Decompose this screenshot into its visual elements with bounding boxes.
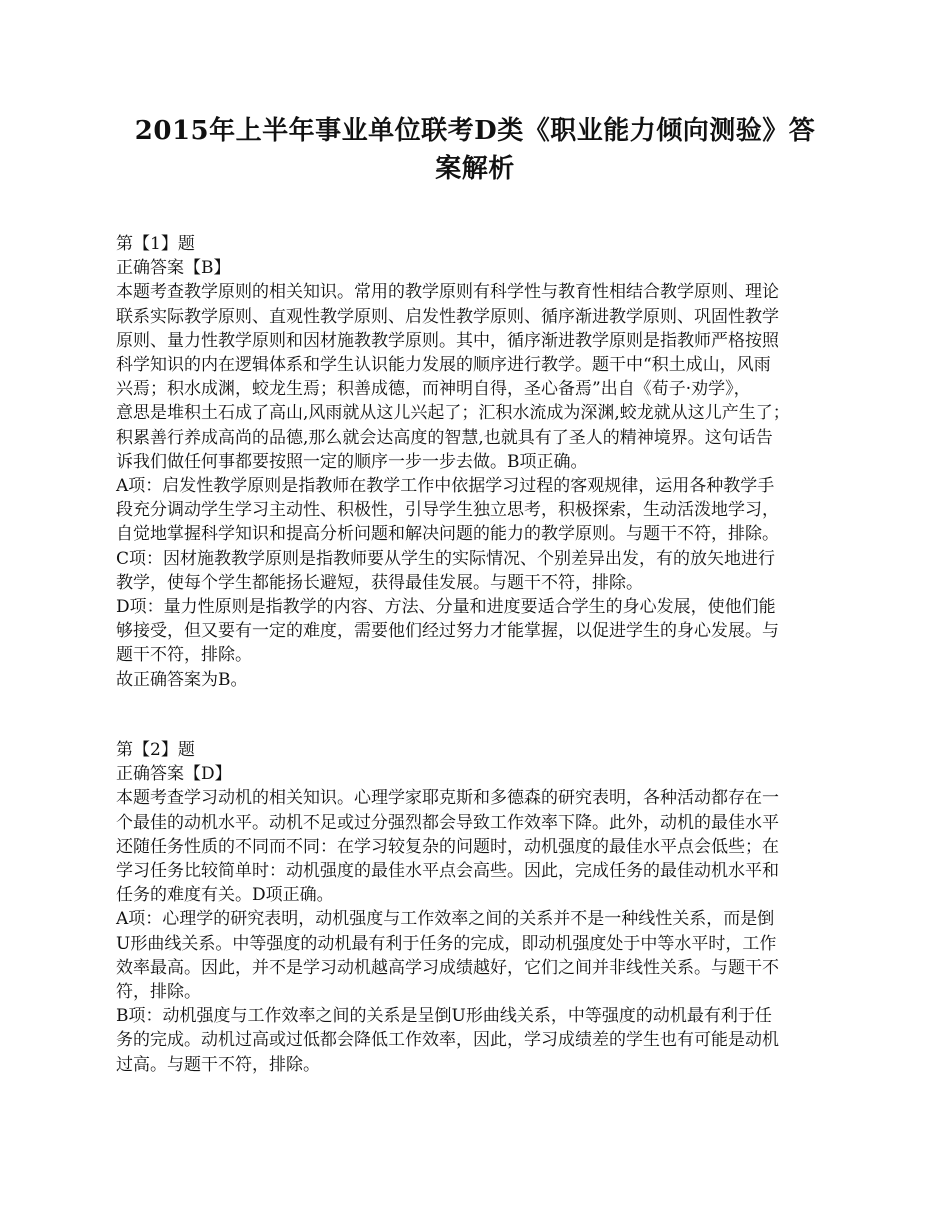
option-b-analysis: 务的完成。动机过高或过低都会降低工作效率，因此，学习成绩差的学生也有可能是动机 [116,1030,779,1051]
explanation-line: 还随任务性质的不同而不同：在学习较复杂的问题时，动机强度的最佳水平点会低些；在 [116,836,779,857]
option-d-analysis: D项：量力性原则是指教学的内容、方法、分量和进度要适合学生的身心发展，使他们能 [116,597,776,618]
option-a-analysis: A项：启发性教学原则是指教师在教学工作中依据学习过程的客观规律，运用各种教学手 [116,476,775,497]
document-title [90,112,860,188]
option-a-analysis: 符，排除。 [116,982,201,1003]
option-c-analysis: C项：因材施教教学原则是指教师要从学生的实际情况、个别差异出发，有的放矢地进行 [116,548,776,569]
title-line: 案解析 [435,154,515,184]
explanation-line: 本题考查学习动机的相关知识。心理学家耶克斯和多德森的研究表明，各种活动都存在一 [116,788,779,809]
option-a-analysis: 自觉地掌握科学知识和提高分析问题和解决问题的能力的教学原则。与题干不符，排除。 [116,524,779,545]
explanation-line: 任务的难度有关。D项正确。 [116,885,334,906]
option-b-analysis: B项：动机强度与工作效率之间的关系是呈倒U形曲线关系，中等强度的动机最有利于任 [116,1006,772,1027]
correct-answer: 正确答案【D】 [116,764,232,785]
explanation-line: 本题考查教学原则的相关知识。常用的教学原则有科学性与教育性相结合教学原则、理论 [116,282,779,303]
option-d-analysis: 够接受，但又要有一定的难度，需要他们经过努力才能掌握，以促进学生的身心发展。与 [116,621,779,642]
title-line: 2015年上半年事业单位联考D类《职业能力倾向测验》答 [134,116,816,146]
explanation-line: 联系实际教学原则、直观性教学原则、启发性教学原则、循序渐进教学原则、巩固性教学 [116,306,779,327]
option-a-analysis: 效率最高。因此，并不是学习动机越高学习成绩越好，它们之间并非线性关系。与题干不 [116,957,779,978]
option-d-analysis: 题干不符，排除。 [116,645,252,666]
explanation-line: 诉我们做任何事都要按照一定的顺序一步一步去做。B项正确。 [116,451,588,472]
explanation-line: 积累善行养成高尚的品德,那么就会达高度的智慧,也就具有了圣人的精神境界。这句话告 [116,427,773,448]
option-a-analysis: 段充分调动学生学习主动性、积极性，引导学生独立思考，积极探索，生动活泼地学习， [116,500,779,521]
final-answer: 故正确答案为B。 [116,669,248,690]
correct-answer: 正确答案【B】 [116,258,231,279]
explanation-line: 个最佳的动机水平。动机不足或过分强烈都会导致工作效率下降。此外，动机的最佳水平 [116,812,779,833]
option-b-analysis: 过高。与题干不符，排除。 [116,1054,320,1075]
question-2-block [116,738,846,1077]
explanation-line: 科学知识的内在逻辑体系和学生认识能力发展的顺序进行教学。题干中“积土成山，风雨 [116,355,771,376]
explanation-line: 学习任务比较简单时：动机强度的最佳水平点会高些。因此，完成任务的最佳动机水平和 [116,861,779,882]
explanation-line: 意思是堆积土石成了高山,风雨就从这儿兴起了；汇积水流成为深渊,蛟龙就从这儿产生了； [116,403,790,424]
question-1-block [116,232,846,692]
explanation-line: 原则、量力性教学原则和因材施教教学原则。其中，循序渐进教学原则是指教师严格按照 [116,330,779,351]
question-number: 第【1】题 [116,234,195,254]
option-a-analysis: U形曲线关系。中等强度的动机最有利于任务的完成，即动机强度处于中等水平时，工作 [116,933,777,954]
option-a-analysis: A项：心理学的研究表明，动机强度与工作效率之间的关系并不是一种线性关系，而是倒 [116,909,775,930]
question-number: 第【2】题 [116,740,195,760]
option-c-analysis: 教学，使每个学生都能扬长避短，获得最佳发展。与题干不符，排除。 [116,572,643,593]
explanation-line: 兴焉；积水成渊，蛟龙生焉；积善成德，而神明自得，圣心备焉”出自《荀子·劝学》， [116,379,751,400]
